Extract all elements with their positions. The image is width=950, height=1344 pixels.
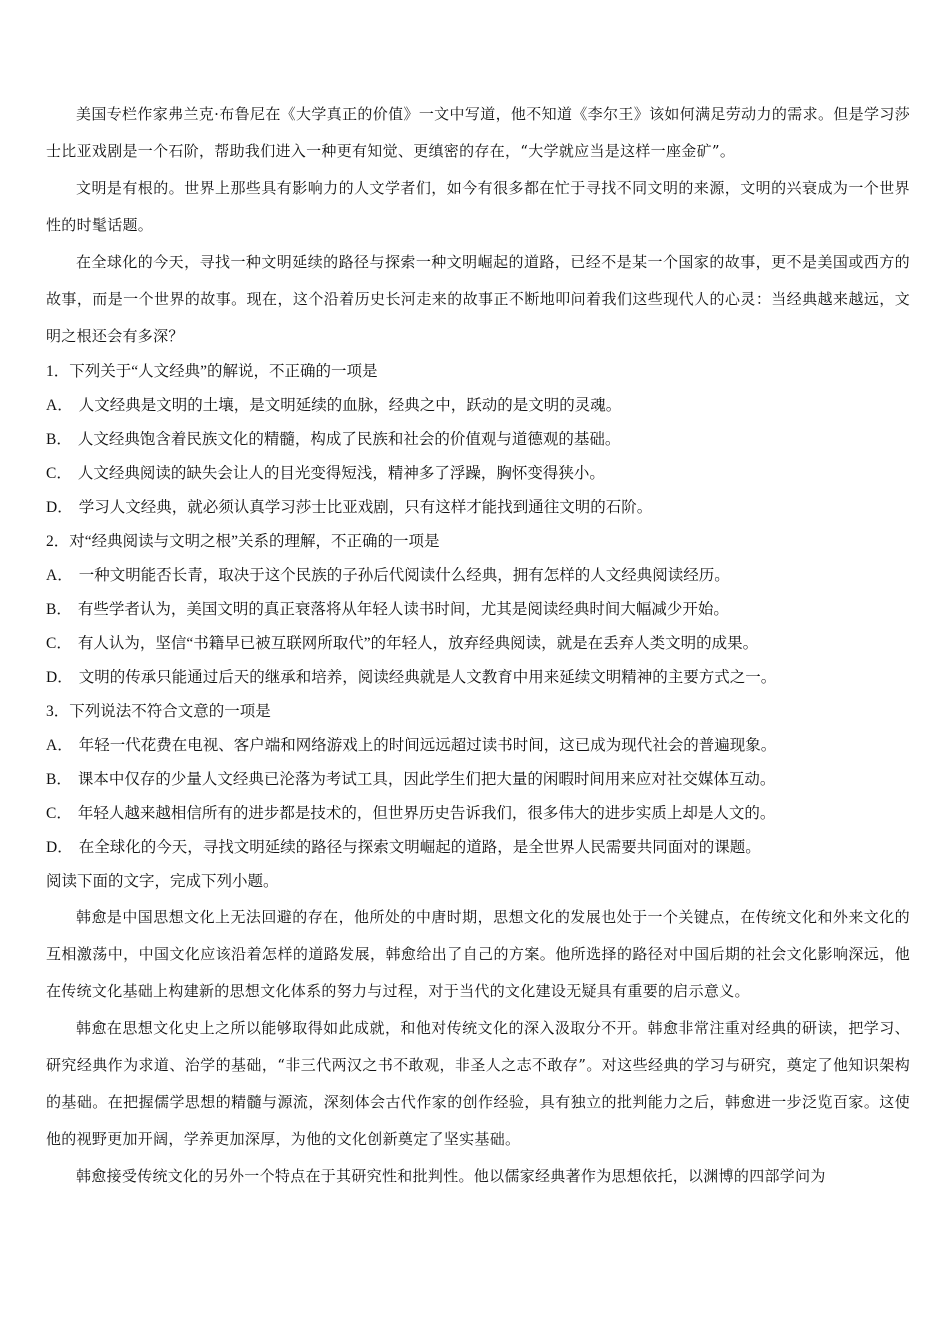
document-page <box>46 96 910 1195</box>
option-text: 人文经典阅读的缺失会让人的目光变得短浅，精神多了浮躁，胸怀变得狭小。 <box>77 465 605 482</box>
option-text: 在全球化的今天，寻找文明延续的路径与探索文明崛起的道路，是全世界人民需要共同面对的课题。 <box>78 839 761 856</box>
option-label: B． <box>46 431 72 448</box>
option-text: 人文经典饱含着民族文化的精髓，构成了民族和社会的价值观与道德观的基础。 <box>77 431 621 448</box>
option-text: 人文经典是文明的土壤，是文明延续的血脉，经典之中，跃动的是文明的灵魂。 <box>78 397 622 414</box>
question-stem: 2．对“经典阅读与文明之根”关系的理解，不正确的一项是 <box>46 533 440 550</box>
option-label: D． <box>46 669 73 686</box>
question-stem: 3．下列说法不符合文意的一项是 <box>46 703 271 720</box>
option-label: C． <box>46 635 72 652</box>
option-b[interactable] <box>46 423 910 457</box>
option-label: D． <box>46 499 73 516</box>
question-3 <box>46 695 910 865</box>
option-text: 一种文明能否长青，取决于这个民族的子孙后代阅读什么经典，拥有怎样的人文经典阅读经历。 <box>78 567 730 584</box>
option-label: A． <box>46 567 73 584</box>
option-text: 课本中仅存的少量人文经典已沦落为考试工具，因此学生们把大量的闲暇时间用来应对社交媒体互动。 <box>77 771 776 788</box>
option-text: 学习人文经典，就必须认真学习莎士比亚戏剧，只有这样才能找到通往文明的石阶。 <box>78 499 653 516</box>
passage-1-paragraph: 在全球化的今天，寻找一种文明延续的路径与探索一种文明崛起的道路，已经不是某一个国家的故事，更不是美国或西方的故事，而是一个世界的故事。现在，这个沿着历史长河走来的故事正不断地叩问着我们这些现代人的心灵：当经典越来越远，文明之根还会有多深？ <box>46 253 910 345</box>
option-label: A． <box>46 737 73 754</box>
option-text: 年轻一代花费在电视、客户端和网络游戏上的时间远远超过读书时间，这已成为现代社会的普遍现象。 <box>78 737 777 754</box>
option-text: 文明的传承只能通过后天的继承和培养，阅读经典就是人文教育中用来延续文明精神的主要方式之一。 <box>78 669 777 686</box>
option-label: B． <box>46 771 72 788</box>
passage-2 <box>46 899 910 1195</box>
option-c[interactable] <box>46 457 910 491</box>
option-label: D． <box>46 839 73 856</box>
reading-instruction: 阅读下面的文字，完成下列小题。 <box>46 873 279 890</box>
question-1 <box>46 355 910 525</box>
question-stem: 1．下列关于“人文经典”的解说，不正确的一项是 <box>46 363 378 380</box>
option-a[interactable] <box>46 389 910 423</box>
option-label: C． <box>46 465 72 482</box>
option-c[interactable] <box>46 627 910 661</box>
passage-1-paragraph: 文明是有根的。世界上那些具有影响力的人文学者们，如今有很多都在忙于寻找不同文明的来源，文明的兴衰成为一个世界性的时髦话题。 <box>46 179 910 234</box>
option-d[interactable] <box>46 831 910 865</box>
question-2 <box>46 525 910 695</box>
option-d[interactable] <box>46 661 910 695</box>
passage-1-paragraph: 美国专栏作家弗兰克·布鲁尼在《大学真正的价值》一文中写道，他不知道《李尔王》该如何满足劳动力的需求。但是学习莎士比亚戏剧是一个石阶，帮助我们进入一种更有知觉、更缜密的存在，“大学就应当是这样一座金矿”。 <box>46 105 910 160</box>
option-label: B． <box>46 601 72 618</box>
option-b[interactable] <box>46 763 910 797</box>
option-a[interactable] <box>46 559 910 593</box>
option-label: C． <box>46 805 72 822</box>
option-text: 有人认为，坚信“书籍早已被互联网所取代”的年轻人，放弃经典阅读，就是在丢弃人类文明的成果。 <box>77 635 759 652</box>
option-c[interactable] <box>46 797 910 831</box>
option-label: A． <box>46 397 73 414</box>
option-a[interactable] <box>46 729 910 763</box>
option-text: 有些学者认为，美国文明的真正衰落将从年轻人读书时间，尤其是阅读经典时间大幅减少开始。 <box>77 601 729 618</box>
passage-1 <box>46 96 910 355</box>
option-text: 年轻人越来越相信所有的进步都是技术的，但世界历史告诉我们，很多伟大的进步实质上却是人文的。 <box>77 805 776 822</box>
passage-2-paragraph: 韩愈接受传统文化的另外一个特点在于其研究性和批判性。他以儒家经典著作为思想依托，以渊博的四部学问为 <box>76 1167 826 1185</box>
option-b[interactable] <box>46 593 910 627</box>
option-d[interactable] <box>46 491 910 525</box>
passage-2-paragraph: 韩愈是中国思想文化上无法回避的存在，他所处的中唐时期，思想文化的发展也处于一个关键点，在传统文化和外来文化的互相激荡中，中国文化应该沿着怎样的道路发展，韩愈给出了自己的方案。他所选择的路径对中国后期的社会文化影响深远，他在传统文化基础上构建新的思想文化体系的努力与过程，对于当代的文化建设无疑具有重要的启示意义。 <box>46 908 910 1000</box>
passage-2-paragraph: 韩愈在思想文化史上之所以能够取得如此成就，和他对传统文化的深入汲取分不开。韩愈非常注重对经典的研读，把学习、研究经典作为求道、治学的基础，“非三代两汉之书不敢观，非圣人之志不敢存”。对这些经典的学习与研究，奠定了他知识架构的基础。在把握儒学思想的精髓与源流，深刻体会古代作家的创作经验，具有独立的批判能力之后，韩愈进一步泛览百家。这使他的视野更加开阔，学养更加深厚，为他的文化创新奠定了坚实基础。 <box>46 1019 910 1148</box>
